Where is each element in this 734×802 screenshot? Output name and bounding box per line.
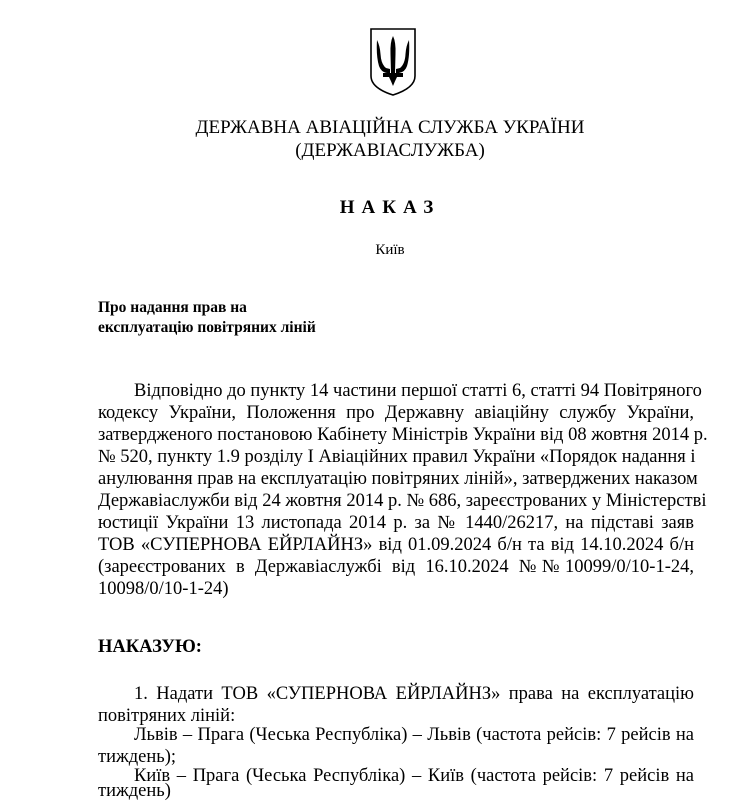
subject-line: Про надання прав на xyxy=(98,299,247,316)
agency-short-name: (ДЕРЖАВІАСЛУЖБА) xyxy=(295,140,485,161)
subject-line: експлуатацію повітряних ліній xyxy=(98,319,316,336)
order-item-line: повітряних ліній: xyxy=(98,706,236,726)
order-heading: НАКАЗУЮ: xyxy=(98,637,202,657)
body-text-line: 10098/0/10-1-24) xyxy=(98,579,229,599)
body-text-line: юстиції України 13 листопада 2014 р. за № 1440/26217, на підставі заяв xyxy=(98,513,694,533)
document-city: Київ xyxy=(375,242,405,258)
agency-name: ДЕРЖАВНА АВІАЦІЙНА СЛУЖБА УКРАЇНИ xyxy=(195,117,585,138)
body-text-line: № 520, пункту 1.9 розділу I Авіаційних правил України «Порядок надання і xyxy=(98,447,696,467)
route-line: Львів – Прага (Чеська Республіка) – Львів (частота рейсів: 7 рейсів на xyxy=(134,725,694,745)
document-type-title: НАКАЗ xyxy=(339,197,441,218)
body-text-line: Державіаслужби від 24 жовтня 2014 р. № 686, зареєстрованих у Міністерстві xyxy=(98,491,707,511)
route-line: тиждень) xyxy=(98,781,171,801)
route-line: тиждень); xyxy=(98,747,177,767)
body-text-line: (зареєстрованих в Державіаслужбі від 16.10.2024 №№10099/0/10-1-24, xyxy=(98,557,694,577)
trident-emblem-icon xyxy=(368,26,418,96)
order-item-line: 1. Надати ТОВ «СУПЕРНОВА ЕЙРЛАЙНЗ» права на експлуатацію xyxy=(134,684,694,704)
body-text-line: анулювання прав на експлуатацію повітряних ліній», затверджених наказом xyxy=(98,469,698,489)
body-text-line: затвердженого постановою Кабінету Міністрів України від 08 жовтня 2014 р. xyxy=(98,425,708,445)
body-text-line: кодексу України, Положення про Державну авіаційну службу України, xyxy=(98,403,694,423)
body-text-line: Відповідно до пункту 14 частини першої статті 6, статті 94 Повітряного xyxy=(134,381,702,401)
body-text-line: ТОВ «СУПЕРНОВА ЕЙРЛАЙНЗ» від 01.09.2024 б/н та від 14.10.2024 б/н xyxy=(98,535,694,555)
route-line: Київ – Прага (Чеська Республіка) – Київ (частота рейсів: 7 рейсів на xyxy=(134,766,694,786)
